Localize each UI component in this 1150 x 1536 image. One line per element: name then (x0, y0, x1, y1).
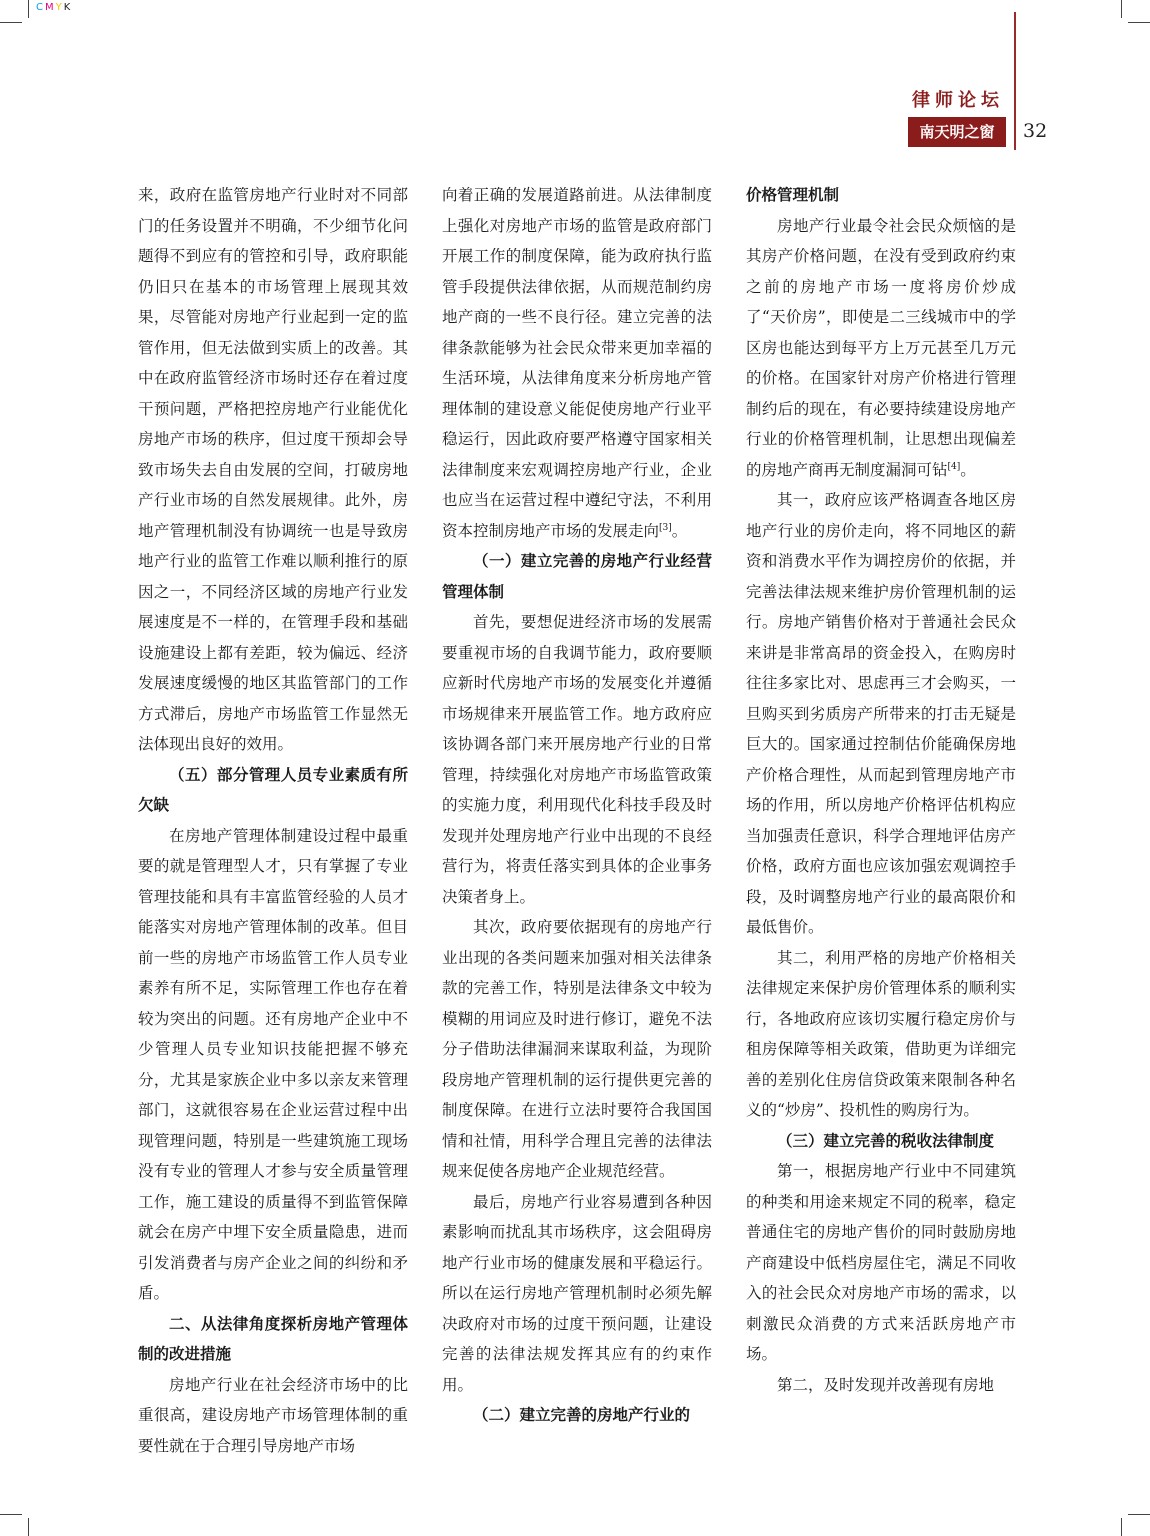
section-heading: 二、从法律角度探析房地产管理体制的改进措施 (138, 1314, 408, 1363)
paragraph: 来，政府在监管房地产行业时对不同部门的任务设置并不明确，不少细节化问题得不到应有的管控和引导，政府职能仍旧只在基本的市场管理上展现其效果，尽管能对房地产行业起到一定的监管作用，但无法做到实质上的改善。其中在政府监管经济市场时还存在着过度干预问题，严格把控房地产行业能优化房地产市场的秩序，但过度干预却会导致市场失去自由发展的空间，打破房地产行业市场的自然发展规律。此外，房地产管理机制没有协调统一也是导致房地产行业的监管工作难以顺利推行的原因之一，不同经济区域的房地产行业发展速度是不一样的，在管理手段和基础设施建设上都有差距，较为偏远、经济发展速度缓慢的地区其监管部门的工作方式滞后，房地产市场监管工作显然无法体现出良好的效用。 (138, 186, 408, 753)
section-heading: （二）建立完善的房地产行业的 (473, 1406, 691, 1424)
paragraph: 房地产行业在社会经济市场中的比重很高，建设房地产市场管理体制的重要性就在于合理引导房地产市场 (138, 1375, 408, 1455)
cmyk-c: C (36, 2, 45, 13)
cmyk-m: M (44, 2, 56, 13)
header-divider-line (1014, 12, 1016, 150)
crop-mark (1128, 1514, 1150, 1515)
cmyk-color-marks (36, 2, 72, 13)
crop-mark (0, 1514, 22, 1515)
paragraph-end: 。 (960, 460, 976, 479)
cmyk-y: Y (55, 2, 64, 13)
crop-mark (1121, 1518, 1122, 1536)
paragraph: 首先，要想促进经济市场的发展需要重视市场的自我调节能力，政府要顺应新时代房地产市场的发展变化并遵循市场规律来开展监管工作。地方政府应该协调各部门来开展房地产行业的日常管理，持续强化对房地产市场监管政策的实施力度，利用现代化科技手段及时发现并处理房地产行业中出现的不良经营行为，将责任落实到具体的企业事务决策者身上。 (442, 613, 712, 906)
cmyk-k: K (63, 2, 73, 13)
crop-mark (0, 22, 22, 23)
text-column-3 (746, 180, 1016, 1400)
section-heading: 价格管理机制 (746, 186, 840, 204)
subcolumn-badge: 南天明之窗 (908, 117, 1006, 147)
section-heading: （三）建立完善的税收法律制度 (777, 1131, 995, 1150)
section-heading: （五）部分管理人员专业素质有所欠缺 (138, 765, 408, 814)
paragraph (442, 180, 712, 546)
crop-mark (1121, 0, 1122, 18)
text-column-2 (442, 180, 712, 1431)
paragraph-text: 向着正确的发展道路前进。从法律制度上强化对房地产市场的监管是政府部门开展工作的制度保障，能为政府执行监管手段提供法律依据，从而规范制约房地产商的一些不良行径。建立完善的法律条款能够为社会民众带来更加幸福的生活环境，从法律角度来分析房地产管理体制的建设意义能促使房地产行业平稳运行，因此政府要严格遵守国家相关法律制度来宏观调控房地产行业，企业也应当在运营过程中遵纪守法，不利用资本控制房地产市场的发展走向 (442, 186, 712, 540)
paragraph: 第二，及时发现并改善现有房地 (777, 1375, 995, 1394)
page-number: 32 (1023, 120, 1048, 142)
crop-mark (28, 0, 29, 18)
paragraph: 在房地产管理体制建设过程中最重要的就是管理型人才，只有掌握了专业管理技能和具有丰富监管经验的人员才能落实对房地产管理体制的改革。但目前一些的房地产市场监管工作人员专业素养有所不足，实际管理工作也存在着较为突出的问题。还有房地产企业中不少管理人员专业知识技能把握不够充分，尤其是家族企业中多以亲友来管理部门，这就很容易在企业运营过程中出现管理问题，特别是一些建筑施工现场没有专业的管理人才参与安全质量管理工作，施工建设的质量得不到监管保障就会在房产中埋下安全质量隐患，进而引发消费者与房产企业之间的纠纷和矛盾。 (138, 826, 408, 1302)
paragraph: 其一，政府应该严格调查各地区房地产行业的房价走向，将不同地区的薪资和消费水平作为调控房价的依据，并完善法律法规来维护房价管理机制的运行。房地产销售价格对于普通社会民众来讲是非常高昂的资金投入，在购房时往往多家比对、思虑再三才会购买，一旦购买到劣质房产所带来的打击无疑是巨大的。国家通过控制估价能确保房地产价格合理性，从而起到管理房地产市场的作用，所以房地产价格评估机构应当加强责任意识，科学合理地评估房产价格，政府方面也应该加强宏观调控手段，及时调整房地产行业的最高限价和最低售价。 (746, 491, 1016, 936)
paragraph: 第一，根据房地产行业中不同建筑的种类和用途来规定不同的税率，稳定普通住宅的房地产售价的同时鼓励房地产商建设中低档房屋住宅，满足不同收入的社会民众对房地产市场的需求，以刺激民众消费的方式来活跃房地产市场。 (746, 1162, 1016, 1363)
crop-mark (28, 1518, 29, 1536)
paragraph: 其次，政府要依据现有的房地产行业出现的各类问题来加强对相关法律条款的完善工作，特别是法律条文中较为模糊的用词应及时进行修订，避免不法分子借助法律漏洞来谋取利益，为现阶段房地产管理机制的运行提供更完善的制度保障。在进行立法时要符合我国国情和社情，用科学合理且完善的法律法规来促使各房地产企业规范经营。 (442, 918, 712, 1180)
citation: [4] (947, 461, 961, 472)
paragraph-end: 。 (671, 521, 688, 540)
paragraph: 其二，利用严格的房地产价格相关法律规定来保护房价管理体系的顺利实行，各地政府应该切实履行稳定房价与租房保障等相关政策，借助更为详细完善的差别化住房信贷政策来限制各种名义的“炒房”、投机性的购房行为。 (746, 948, 1016, 1119)
paragraph (746, 211, 1016, 486)
citation: [3] (659, 522, 672, 533)
paragraph: 最后，房地产行业容易遭到各种因素影响而扰乱其市场秩序，这会阻碍房地产行业市场的健康发展和平稳运行。所以在运行房地产管理机制时必须先解决政府对市场的过度干预问题，让建设完善的法律法规发挥其应有的约束作用。 (442, 1192, 712, 1394)
column-name: 律师论坛 (912, 90, 1004, 111)
paragraph-text: 房地产行业最令社会民众烦恼的是其房产价格问题，在没有受到政府约束之前的房地产市场一度将房价炒成了“天价房”，即使是二三线城市中的学区房也能达到每平方上万元甚至几万元的价格。在国家针对房产价格进行管理制约后的现在，有必要持续建设房地产行业的价格管理机制，让思想出现偏差的房地产商再无制度漏洞可钻 (746, 216, 1016, 479)
text-column-1 (138, 180, 408, 1461)
section-heading: （一）建立完善的房地产行业经营管理体制 (442, 552, 712, 601)
crop-mark (1128, 22, 1150, 23)
